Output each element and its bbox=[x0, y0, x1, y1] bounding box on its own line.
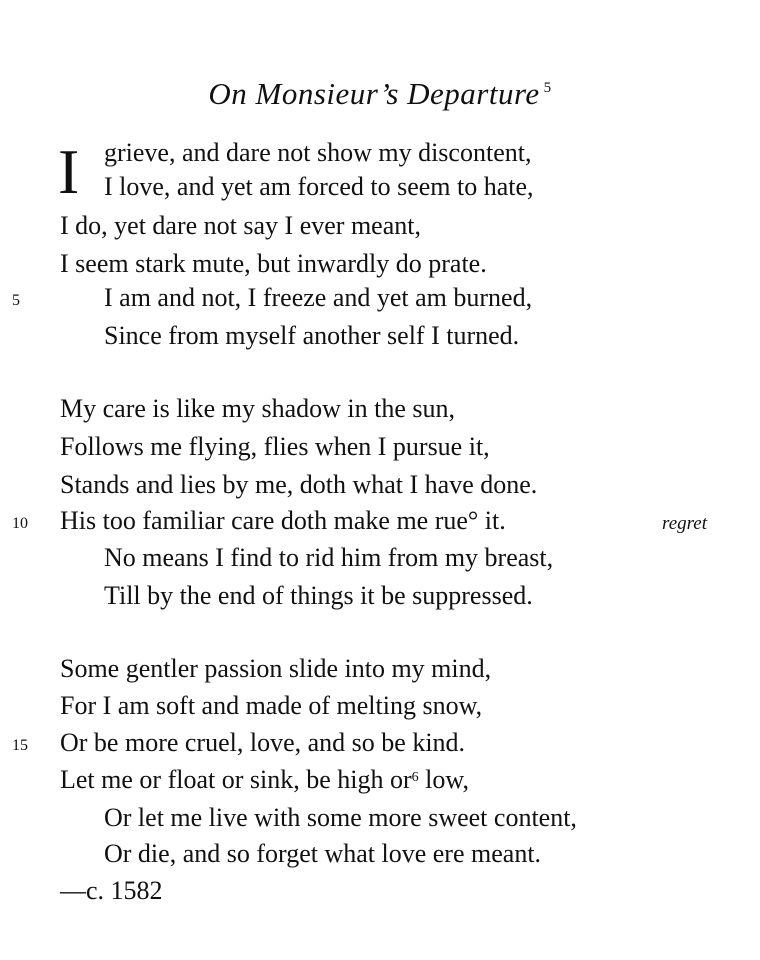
poem-line: No means I find to rid him from my breast, bbox=[104, 543, 554, 572]
poem-title: On Monsieur’s Departure $^5$ bbox=[208, 76, 552, 111]
poem-line: Stands and lies by me, doth what I have done. bbox=[60, 470, 538, 499]
footnote-marker: 5 bbox=[543, 80, 552, 96]
poem-line: My care is like my shadow in the sun, bbox=[60, 394, 455, 423]
line-number: 15 bbox=[12, 737, 28, 754]
poem-line: Let me or float or sink, be high or$^6$ low, bbox=[60, 765, 469, 794]
poem-line: Or let me live with some more sweet content, bbox=[104, 803, 577, 832]
poem-line: I am and not, I freeze and yet am burned, bbox=[104, 283, 533, 312]
poem-line: For I am soft and made of melting snow, bbox=[60, 691, 483, 720]
poem-line: I seem stark mute, but inwardly do prate. bbox=[60, 249, 487, 278]
poem-line: Since from myself another self I turned. bbox=[104, 321, 520, 350]
poem-line: grieve, and dare not show my discontent, bbox=[104, 138, 532, 167]
poem-line: Or be more cruel, love, and so be kind. bbox=[60, 728, 466, 757]
footnote-marker: 6 bbox=[411, 770, 419, 785]
poem-date: —c. 1582 bbox=[60, 876, 163, 905]
line-number: 10 bbox=[12, 515, 28, 532]
poem-line: Some gentler passion slide into my mind, bbox=[60, 654, 492, 683]
margin-gloss: regret bbox=[662, 513, 708, 534]
poem-line: Till by the end of things it be suppressed. bbox=[104, 581, 533, 610]
drop-cap: I bbox=[58, 136, 80, 207]
poem-line: I do, yet dare not say I ever meant, bbox=[60, 211, 421, 240]
line-number: 5 bbox=[12, 292, 20, 309]
poem-line: I love, and yet am forced to seem to hate, bbox=[104, 172, 534, 201]
poem-line: Follows me flying, flies when I pursue it, bbox=[60, 432, 490, 461]
poem-line: Or die, and so forget what love ere meant. bbox=[104, 839, 542, 868]
poem-line: His too familiar care doth make me rue° it. bbox=[60, 506, 506, 535]
